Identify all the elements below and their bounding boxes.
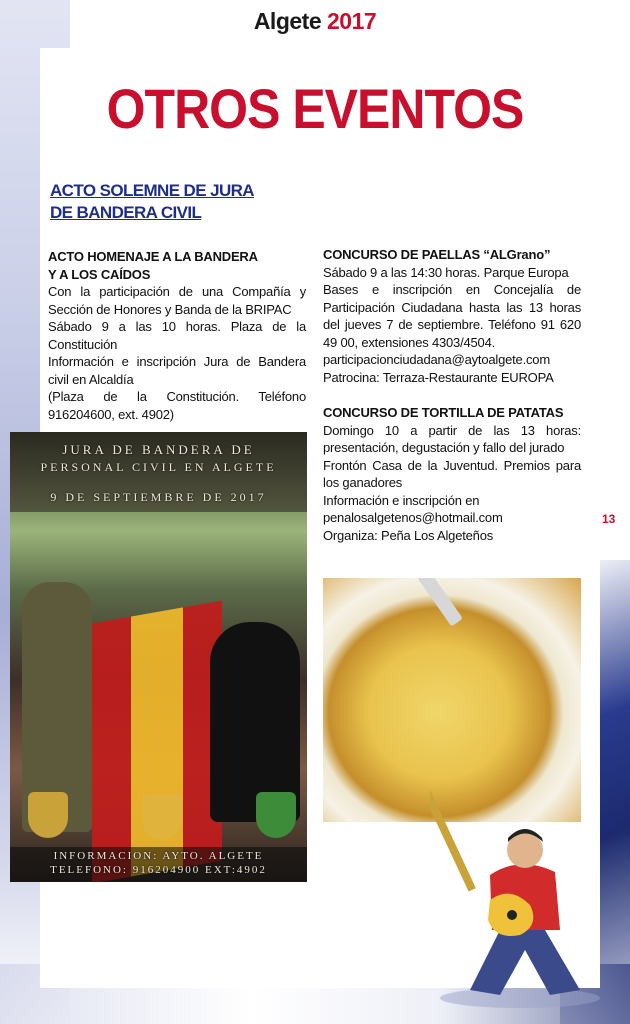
poster-footer-line1: INFORMACION: AYTO. ALGETE <box>53 850 264 862</box>
page-number: 13 <box>602 512 616 526</box>
guitarist-illustration <box>430 780 610 1010</box>
homenaje-para1: Con la participación de una Compañía y Sección de Honores y Banda de la BRIPAC <box>48 284 306 317</box>
header-brand: Algete <box>253 8 322 34</box>
left-column <box>48 248 306 423</box>
tortilla-heading: CONCURSO DE TORTILLA DE PATATAS <box>323 405 564 420</box>
homenaje-para2: Sábado 9 a las 10 horas. Plaza de la Constitución <box>48 319 306 352</box>
section-heading-line1: ACTO SOLEMNE DE JURA <box>50 181 254 200</box>
poster-date: 9 DE SEPTIEMBRE DE 2017 <box>50 490 267 504</box>
paellas-sponsor: Patrocina: Terraza-Restaurante EUROPA <box>323 369 554 385</box>
tortilla-organizer: Organiza: Peña Los Algeteños <box>323 527 494 543</box>
crest-right-icon <box>256 792 296 838</box>
poster-title-line1: JURA DE BANDERA DE <box>62 442 255 457</box>
section-heading-line2: DE BANDERA CIVIL <box>50 203 202 222</box>
jura-bandera-poster <box>10 432 307 882</box>
paellas-line2: Bases e inscripción en Concejalía de Participación Ciudadana hasta las 13 horas del jueves 7 de septiembre. Teléfono 91 620 49 00, extensiones 4303/4504. <box>323 282 581 350</box>
paellas-heading: CONCURSO DE PAELLAS “ALGrano” <box>323 247 551 262</box>
section-heading <box>50 180 310 224</box>
page-title: OTROS EVENTOS <box>106 77 524 141</box>
spanish-flag <box>92 601 222 882</box>
homenaje-heading-line2: Y A LOS CAÍDOS <box>48 266 151 282</box>
page-header <box>0 8 630 35</box>
homenaje-heading-line1: ACTO HOMENAJE A LA BANDERA <box>48 249 258 264</box>
homenaje-para4: (Plaza de la Constitución. Teléfono 916204600, ext. 4902) <box>48 389 306 422</box>
right-column <box>323 246 581 544</box>
crest-left-icon <box>28 792 68 838</box>
homenaje-para3: Información e inscripción Jura de Bandera civil en Alcaldía <box>48 354 306 387</box>
crest-center-icon <box>142 794 182 840</box>
fork-icon <box>417 578 463 627</box>
paellas-line1: Sábado 9 a las 14:30 horas. Parque Europa <box>323 264 569 280</box>
paellas-email[interactable]: participacionciudadana@aytoalgete.com <box>323 352 550 367</box>
poster-title-line2: PERSONAL CIVIL EN ALGETE <box>40 460 277 474</box>
tortilla-line3: Información e inscripción en <box>323 492 480 508</box>
poster-footer-line2: TELEFONO: 916204900 EXT:4902 <box>50 864 267 876</box>
header-year: 2017 <box>327 8 377 34</box>
tortilla-email[interactable]: penalosalgetenos@hotmail.com <box>323 510 503 525</box>
tortilla-line1: Domingo 10 a partir de las 13 horas: presentación, degustación y fallo del jurado <box>323 422 581 455</box>
tortilla-line2: Frontón Casa de la Juventud. Premios para los ganadores <box>323 457 581 490</box>
